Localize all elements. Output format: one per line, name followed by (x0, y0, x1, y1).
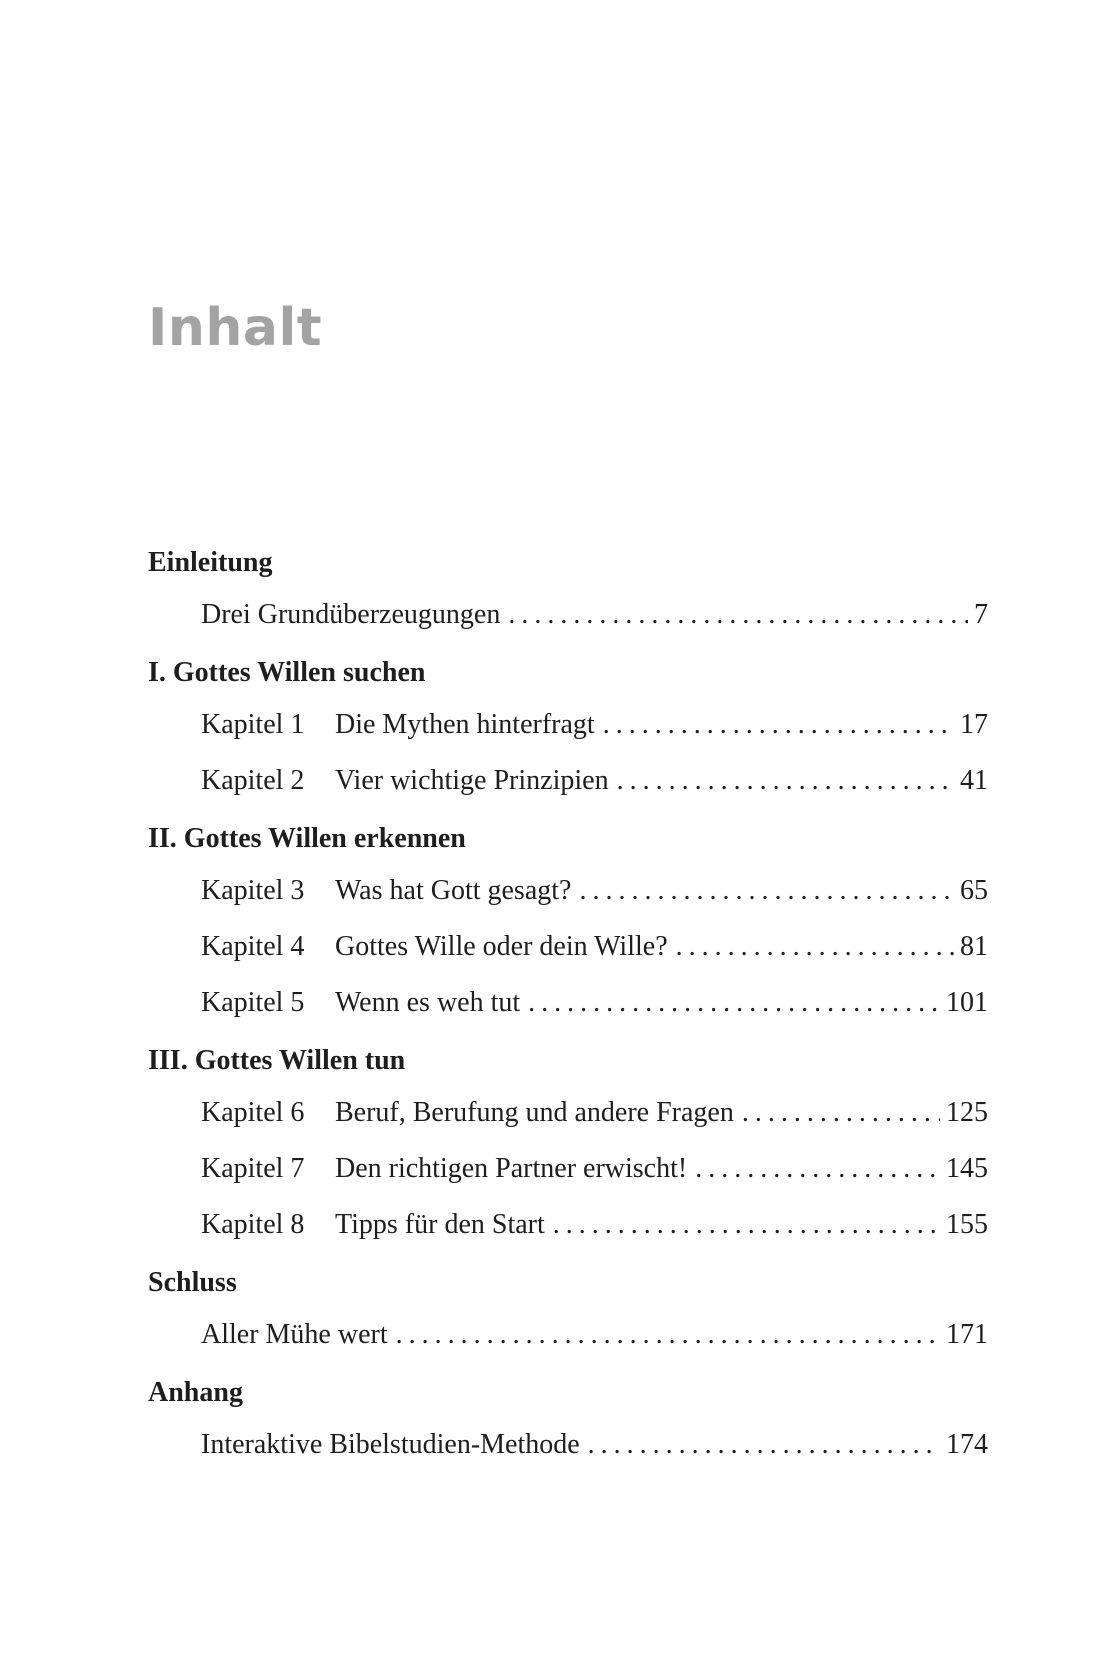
page-number: 17 (960, 709, 988, 740)
page-number: 41 (960, 765, 988, 796)
toc-entry[interactable] (148, 1317, 988, 1353)
section-title-einleitung: Einleitung (148, 547, 273, 578)
section-title-schluss: Schluss (148, 1267, 237, 1298)
entry-title: Den richtigen Partner erwischt! (335, 1153, 688, 1184)
toc-entry[interactable] (148, 1095, 988, 1131)
entry-title: Drei Grundüberzeugungen (201, 599, 501, 630)
dot-leader (528, 985, 940, 1021)
toc-entry[interactable] (148, 1151, 988, 1187)
dot-leader (588, 1427, 940, 1463)
chapter-label: Kapitel 1 (201, 709, 305, 740)
page-number: 171 (946, 1319, 988, 1350)
toc-entry[interactable] (148, 985, 988, 1021)
toc-entry[interactable] (148, 1207, 988, 1243)
entry-title: Tipps für den Start (335, 1209, 545, 1240)
chapter-label: Kapitel 6 (201, 1097, 305, 1128)
table-of-contents (148, 545, 988, 1463)
toc-entry[interactable] (148, 873, 988, 909)
page-number: 155 (946, 1209, 988, 1240)
chapter-label: Kapitel 3 (201, 875, 305, 906)
page-number: 145 (946, 1153, 988, 1184)
entry-title: Aller Mühe wert (201, 1319, 388, 1350)
toc-entry[interactable] (148, 929, 988, 965)
entry-title: Wenn es weh tut (335, 987, 521, 1018)
toc-entry[interactable] (148, 763, 988, 799)
dot-leader (617, 763, 954, 799)
page-number: 174 (946, 1429, 988, 1460)
page-number: 81 (960, 931, 988, 962)
dot-leader (695, 1151, 940, 1187)
entry-title: Beruf, Berufung und andere Fragen (335, 1097, 734, 1128)
entry-title: Interaktive Bibelstudien-Methode (201, 1429, 580, 1460)
entry-title: Gottes Wille oder dein Wille? (335, 931, 668, 962)
chapter-label: Kapitel 2 (201, 765, 305, 796)
section-title-suchen: I. Gottes Willen suchen (148, 657, 426, 688)
section-title-tun: III. Gottes Willen tun (148, 1045, 406, 1076)
entry-title: Was hat Gott gesagt? (335, 875, 572, 906)
dot-leader (603, 707, 954, 743)
dot-leader (508, 597, 968, 633)
dot-leader (396, 1317, 940, 1353)
section-title-anhang: Anhang (148, 1377, 243, 1408)
entry-title: Vier wichtige Prinzipien (335, 765, 609, 796)
chapter-label: Kapitel 7 (201, 1153, 305, 1184)
entry-title: Die Mythen hinterfragt (335, 709, 595, 740)
section-title-erkennen: II. Gottes Willen erkennen (148, 823, 466, 854)
dot-leader (579, 873, 954, 909)
dot-leader (553, 1207, 940, 1243)
dot-leader (676, 929, 954, 965)
page-title: Inhalt (148, 298, 323, 358)
page-number: 101 (946, 987, 988, 1018)
toc-entry[interactable] (148, 707, 988, 743)
page-number: 125 (946, 1097, 988, 1128)
toc-entry[interactable] (148, 1427, 988, 1463)
chapter-label: Kapitel 8 (201, 1209, 305, 1240)
dot-leader (742, 1095, 940, 1131)
page-number: 7 (974, 599, 988, 630)
chapter-label: Kapitel 5 (201, 987, 305, 1018)
chapter-label: Kapitel 4 (201, 931, 305, 962)
page-number: 65 (960, 875, 988, 906)
toc-entry[interactable] (148, 597, 988, 633)
